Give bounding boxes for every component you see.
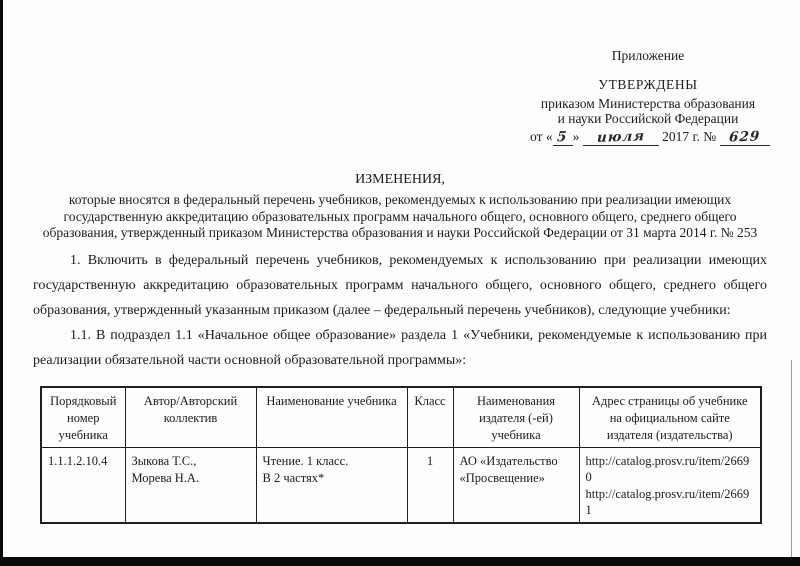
order-number-blank xyxy=(720,129,770,146)
authors-line1: Зыкова Т.С., xyxy=(131,453,197,468)
document-title: ИЗМЕНЕНИЯ, xyxy=(355,172,445,187)
col-header-authors: Автор/Авторский коллектив xyxy=(125,387,256,448)
cell-number: 1.1.1.2.10.4 xyxy=(41,447,125,523)
approved-by-line2: и науки Российской Федерации xyxy=(557,111,739,126)
cell-publisher xyxy=(453,447,579,523)
order-date-line xyxy=(530,129,766,146)
date-day-blank xyxy=(553,129,573,146)
attachment-label: Приложение xyxy=(611,48,685,63)
textbooks-table xyxy=(40,386,762,524)
cell-authors xyxy=(125,447,256,523)
date-prefix: от « xyxy=(530,129,553,144)
url-2: http://catalog.prosv.ru/item/26691 xyxy=(585,486,750,517)
col-header-grade: Класс xyxy=(407,387,453,448)
col-header-name: Наименование учебника xyxy=(256,387,407,448)
date-close-quote: » xyxy=(572,129,580,144)
cell-urls xyxy=(579,447,761,523)
scan-edge-right xyxy=(791,360,792,558)
date-suffix: 2017 г. № xyxy=(662,129,717,144)
document-subtitle: которые вносятся в федеральный перечень учебников, рекомендуемых к использованию при реализации имеющих государственную аккредитацию образовательных программ начального общего, основного общего, среднего общего образования, утвержденный приказом Министерства образования и науки Российской Федерации от 31 марта 2014 г. № 253 xyxy=(42,192,758,240)
scan-edge-bottom xyxy=(0,557,800,566)
paragraph-1: 1. Включить в федеральный перечень учебников, рекомендуемых к использованию при реализации имеющих государственную аккредитацию образовательных программ начального общего, основного общего, среднего общего образования, утвержденный указанным приказом (далее – федеральный перечень учебников), следующие учебники: xyxy=(33,252,767,318)
name-line2: В 2 частях* xyxy=(262,470,325,485)
col-header-number: Порядковый номер учебника xyxy=(41,387,125,448)
url-1: http://catalog.prosv.ru/item/26690 xyxy=(585,453,750,484)
col-header-publisher: Наименования издателя (-ей) учебника xyxy=(453,387,579,448)
name-line1: Чтение. 1 класс. xyxy=(262,453,349,468)
handwritten-order-number: 629 xyxy=(728,128,761,146)
scan-edge-left xyxy=(0,0,3,560)
date-month-blank xyxy=(583,129,659,146)
handwritten-month: июля xyxy=(596,128,646,146)
publisher-line1: АО «Издательство xyxy=(459,453,558,468)
approved-label: УТВЕРЖДЕНЫ xyxy=(598,77,698,92)
col-header-url: Адрес страницы об учебнике на официальном сайте издателя (издательства) xyxy=(579,387,761,448)
approval-block xyxy=(530,48,766,146)
cell-textbook-name xyxy=(256,447,407,523)
publisher-line2: «Просвещение» xyxy=(459,470,545,485)
approved-by-line1: приказом Министерства образования xyxy=(540,96,756,111)
cell-grade: 1 xyxy=(407,447,453,523)
table-row xyxy=(41,447,761,523)
document-body xyxy=(33,172,767,566)
table-header-row xyxy=(41,387,761,448)
paragraph-1-1: 1.1. В подраздел 1.1 «Начальное общее образование» раздела 1 «Учебники, рекомендуемые к использованию при реализации обязательной части основной образовательной программы»: xyxy=(33,327,767,368)
authors-line2: Морева Н.А. xyxy=(131,470,200,485)
handwritten-day: 5 xyxy=(556,128,569,146)
